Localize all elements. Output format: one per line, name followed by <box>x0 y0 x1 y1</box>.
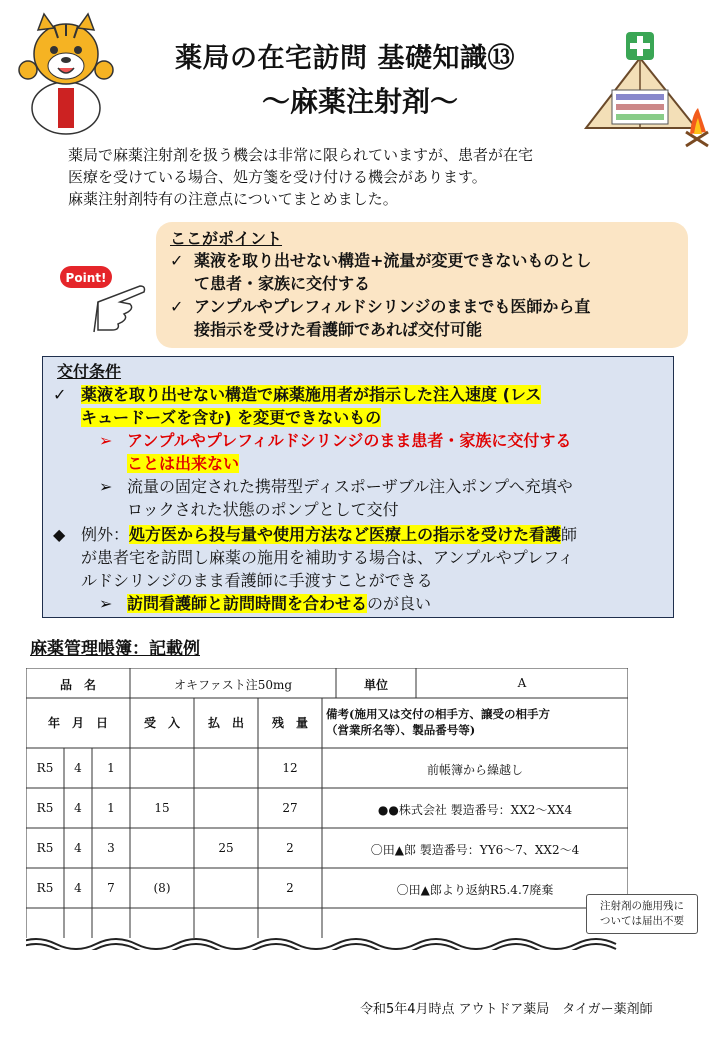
condition-text: 流量の固定された携帯型ディスポーザブル注入ポンプへ充填や <box>127 477 573 496</box>
check-icon: ✓ <box>170 297 184 316</box>
condition-text: ことは出来ない <box>127 454 240 473</box>
exception-continuation <box>53 546 663 592</box>
tiger-mascot-icon <box>14 8 118 136</box>
ledger-cell-y: R5 <box>36 881 54 895</box>
date-column-header: 年 月 日 <box>47 716 108 730</box>
key-point-text: 薬液を取り出せない構造+流量が変更できないものとし <box>194 251 592 270</box>
check-icon: ✓ <box>170 251 184 270</box>
condition-item <box>53 383 663 429</box>
arrow-bullet-icon: ➢ <box>99 477 113 496</box>
key-points-box <box>156 222 688 348</box>
condition-subitem <box>53 592 663 615</box>
ledger-cell-d: 7 <box>107 881 115 895</box>
page-title: 薬局の在宅訪問 基礎知識⑬ <box>175 43 515 74</box>
conditions-heading: 交付条件 <box>57 362 122 381</box>
remarks-column-header: 備考(施用又は交付の相手方、譲受の相手方 （営業所名等）、製品番号等) <box>326 707 550 737</box>
footer-credit: 令和5年4月時点 アウトドア薬局 タイガー薬剤師 <box>360 1002 653 1017</box>
check-icon: ✓ <box>53 385 67 404</box>
ledger-cell-in: 15 <box>154 801 170 815</box>
ledger-cell-m: 4 <box>74 881 82 895</box>
item-name-label: 品 名 <box>59 678 96 692</box>
ledger-cell-d: 3 <box>107 841 115 855</box>
key-point-text: て患者・家族に交付する <box>194 274 371 293</box>
condition-highlight: 訪問看護師と訪問時間を合わせる <box>127 594 368 613</box>
diamond-bullet-icon: ◆ <box>53 525 66 544</box>
condition-text: のが良い <box>367 594 432 613</box>
ledger-cell-out: 25 <box>218 841 234 855</box>
condition-subitem <box>53 475 663 521</box>
ledger-cell-note: 〇田▲郎 製造番号：YY6～7、XX2～4 <box>370 843 580 857</box>
ledger-cell-y: R5 <box>36 801 54 815</box>
receive-column-header: 受 入 <box>143 716 180 730</box>
ledger-callout: 注射剤の施用残に ついては届出不要 <box>586 894 698 934</box>
ledger-cell-y: R5 <box>36 761 54 775</box>
condition-subitem <box>53 429 663 475</box>
exception-text: が患者宅を訪問し麻薬の施用を補助する場合は、アンプルやプレフィ <box>81 548 574 567</box>
ledger-cell-bal: 12 <box>282 761 298 775</box>
intro-paragraph <box>68 144 668 210</box>
exception-label: 例外： <box>81 525 130 544</box>
tent-pharmacy-icon <box>578 28 712 152</box>
key-point-text: アンプルやプレフィルドシリンジのままでも医師から直 <box>194 297 591 316</box>
exception-text: ルドシリンジのまま看護師に手渡すことができる <box>81 571 433 590</box>
dispense-column-header: 払 出 <box>207 716 244 730</box>
ledger-cell-m: 4 <box>74 761 82 775</box>
condition-text: ロックされた状態のポンプとして交付 <box>127 500 399 519</box>
ledger-cell-note: 〇田▲郎より返納R5.4.7廃棄 <box>396 883 554 897</box>
ledger-cell-bal: 27 <box>282 801 298 815</box>
arrow-bullet-icon: ➢ <box>99 594 113 613</box>
unit-value: A <box>517 676 527 690</box>
point-badge-text: Point! <box>65 271 107 285</box>
condition-text: アンプルやプレフィルドシリンジのまま患者・家族に交付する <box>127 431 572 450</box>
unit-label: 単位 <box>363 678 388 692</box>
intro-line: 医療を受けている場合、処方箋を受け付ける機会があります。 <box>68 168 487 186</box>
arrow-bullet-icon: ➢ <box>99 431 113 450</box>
key-point-item <box>170 295 678 341</box>
exception-item <box>53 523 663 546</box>
ledger-cell-m: 4 <box>74 841 82 855</box>
intro-line: 麻薬注射剤特有の注意点についてまとめました。 <box>68 190 398 208</box>
ledger-cell-note: ●●株式会社 製造番号：XX2～XX4 <box>377 803 573 817</box>
ledger-cell-m: 4 <box>74 801 82 815</box>
item-name-value: オキファスト注50mg <box>173 678 293 692</box>
ledger-cell-d: 1 <box>107 761 115 775</box>
key-point-item <box>170 249 678 295</box>
key-points-heading: ここがポイント <box>170 229 283 248</box>
ledger-cell-bal: 2 <box>286 841 294 855</box>
exception-highlight: 処方医から投与量や使用方法など医療上の指示を受けた看護 <box>129 525 562 544</box>
intro-line: 薬局で麻薬注射剤を扱う機会は非常に限られていますが、患者が在宅 <box>68 146 534 164</box>
exception-text: 師 <box>561 525 578 544</box>
ledger-title: 麻薬管理帳簿：記載例 <box>30 639 200 659</box>
ledger-cell-note: 前帳簿から繰越し <box>426 763 523 777</box>
ledger-table <box>26 668 628 950</box>
ledger-cell-bal: 2 <box>286 881 294 895</box>
ledger-cell-d: 1 <box>107 801 115 815</box>
page-subtitle: ～麻薬注射剤～ <box>261 85 458 118</box>
pointing-hand-icon <box>58 262 150 334</box>
ledger-cell-in: (8) <box>153 881 171 895</box>
key-point-text: 接指示を受けた看護師であれば交付可能 <box>194 320 483 339</box>
condition-text: キュードーズを含む) を変更できないもの <box>81 408 382 427</box>
balance-column-header: 残 量 <box>271 716 308 730</box>
conditions-box <box>42 356 674 618</box>
condition-text: 薬液を取り出せない構造で麻薬施用者が指示した注入速度 (レス <box>81 385 542 404</box>
ledger-cell-y: R5 <box>36 841 54 855</box>
